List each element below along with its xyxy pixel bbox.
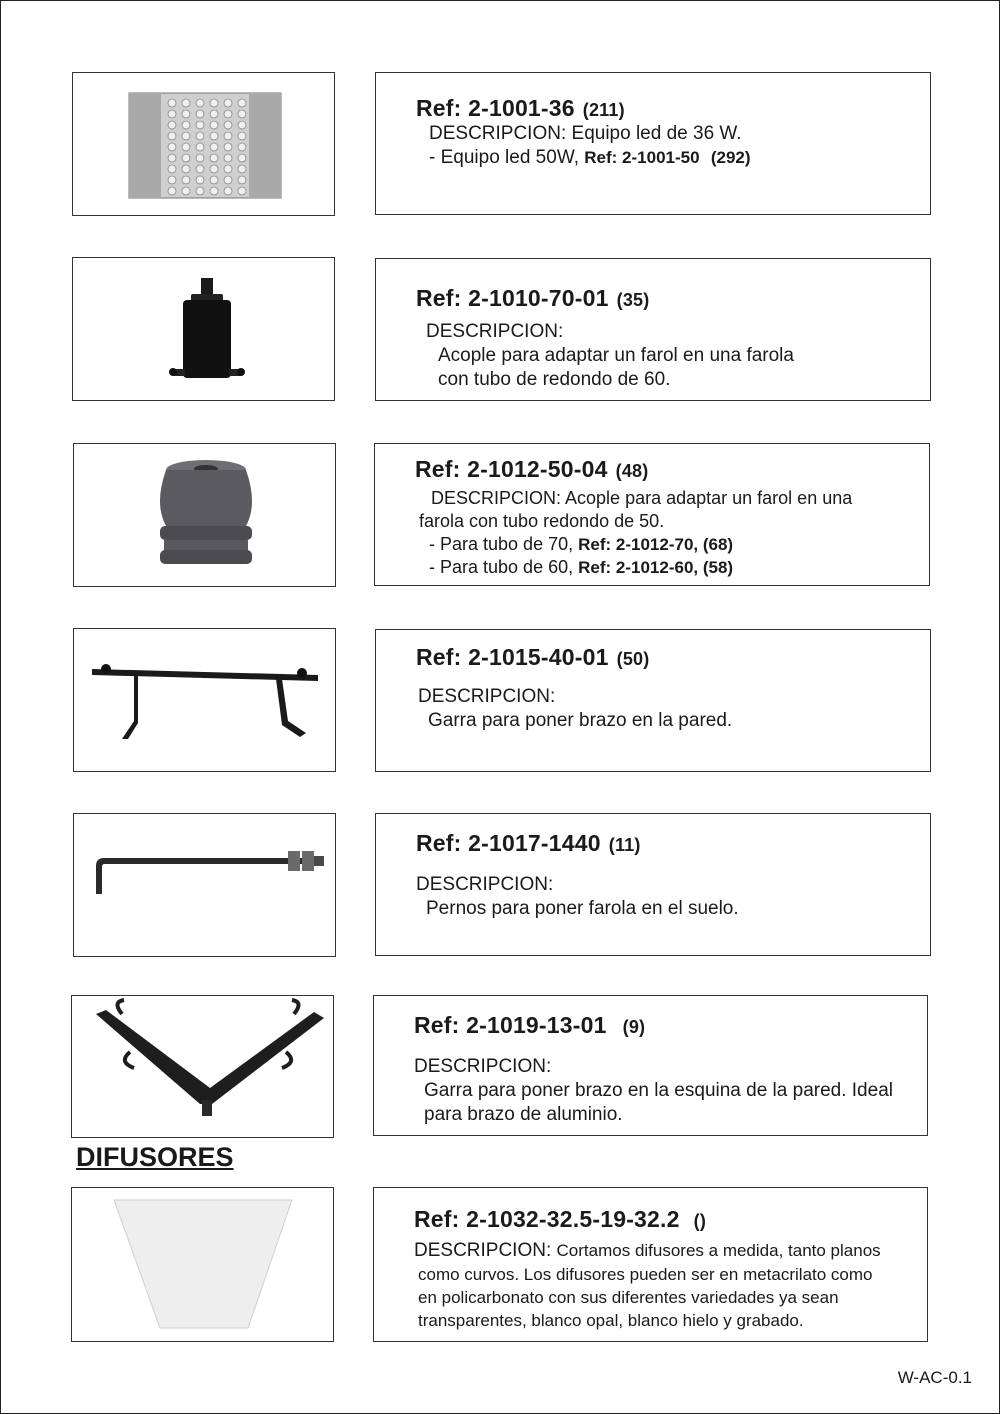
variant-line	[429, 533, 929, 556]
qty: (48)	[615, 461, 649, 481]
description-line: DESCRIPCION: Acople para adaptar un farol en una	[431, 488, 853, 508]
description-title: DESCRIPCION:	[426, 321, 564, 342]
product-card-2-1015-40-01	[375, 629, 931, 772]
description-line: como curvos. Los difusores pueden ser en metacrilato como	[418, 1265, 873, 1284]
product-card-2-1012-50-04	[374, 443, 930, 586]
page-code: W-AC-0.1	[897, 1368, 972, 1387]
qty: (50)	[616, 649, 650, 669]
description: DESCRIPCION: Equipo led de 36 W.	[429, 123, 742, 144]
qty: (11)	[608, 835, 641, 855]
diffuser-image	[71, 1187, 334, 1342]
ref-code: Ref: 2-1032-32.5-19-32.2	[414, 1206, 680, 1232]
description-line: para brazo de aluminio.	[424, 1104, 623, 1125]
description-line: farola con tubo redondo de 50.	[419, 511, 665, 531]
qty: (9)	[622, 1017, 646, 1037]
product-ref	[416, 95, 930, 122]
product-ref	[414, 1012, 927, 1039]
variant-ref: Ref: 2-1001-50	[584, 148, 700, 167]
description-line: Acople para adaptar un farol en una farola	[438, 345, 794, 366]
description-line: Garra para poner brazo en la pared.	[428, 710, 733, 731]
ref-code: Ref: 2-1010-70-01	[416, 285, 609, 311]
variant-text: - Para tubo de 60,	[429, 557, 574, 577]
product-ref	[416, 644, 930, 671]
product-card-2-1010-70-01	[375, 258, 931, 401]
product-ref	[415, 456, 929, 483]
anchor-bolt-image	[73, 813, 336, 957]
product-card-2-1019-13-01	[373, 995, 928, 1136]
description-title: DESCRIPCION:	[414, 1056, 552, 1077]
product-ref	[414, 1206, 927, 1233]
variant-text: - Equipo led 50W,	[429, 147, 579, 168]
variant-qty: (292)	[710, 148, 751, 167]
cast-coupler-image	[73, 443, 336, 587]
product-ref	[416, 285, 930, 312]
description-line: con tubo de redondo de 60.	[438, 369, 671, 390]
section-heading-difusores: DIFUSORES	[76, 1142, 234, 1172]
led-module-image	[72, 72, 335, 216]
variant-qty: , (68)	[693, 535, 734, 554]
description-line: transparentes, blanco opal, blanco hielo y grabado.	[418, 1311, 804, 1330]
description-first-line	[414, 1239, 927, 1263]
ref-code: Ref: 2-1015-40-01	[416, 644, 609, 670]
coupler-image	[72, 257, 335, 401]
product-ref	[416, 830, 930, 857]
description-title: DESCRIPCION:	[418, 686, 556, 707]
product-card-2-1001-36	[375, 72, 931, 215]
variant-text: - Para tubo de 70,	[429, 534, 574, 554]
wall-bracket-image	[73, 628, 336, 772]
description-line: Garra para poner brazo en la esquina de la pared. Ideal	[424, 1080, 893, 1101]
product-card-2-1017-1440	[375, 813, 931, 956]
qty: (211)	[582, 100, 625, 120]
ref-code: Ref: 2-1017-1440	[416, 830, 601, 856]
description-line: en policarbonato con sus diferentes variedades ya sean	[418, 1288, 839, 1307]
qty: (35)	[616, 290, 650, 310]
variant-line	[429, 146, 930, 170]
description-line: Pernos para poner farola en el suelo.	[426, 898, 739, 919]
variant-ref: Ref: 2-1012-70	[578, 535, 694, 554]
variant-ref: Ref: 2-1012-60	[578, 558, 694, 577]
corner-bracket-image	[71, 995, 334, 1138]
product-card-2-1032-32.5-19-32.2	[373, 1187, 928, 1342]
variant-qty: , (58)	[693, 558, 734, 577]
variant-line	[429, 556, 929, 579]
qty: ()	[693, 1211, 707, 1231]
description-title: DESCRIPCION:	[414, 1240, 552, 1261]
description-text: Cortamos difusores a medida, tanto planos	[556, 1241, 881, 1260]
description-title: DESCRIPCION:	[416, 874, 554, 895]
ref-code: Ref: 2-1012-50-04	[415, 456, 608, 482]
ref-code: Ref: 2-1001-36	[416, 95, 575, 121]
ref-code: Ref: 2-1019-13-01	[414, 1012, 607, 1038]
